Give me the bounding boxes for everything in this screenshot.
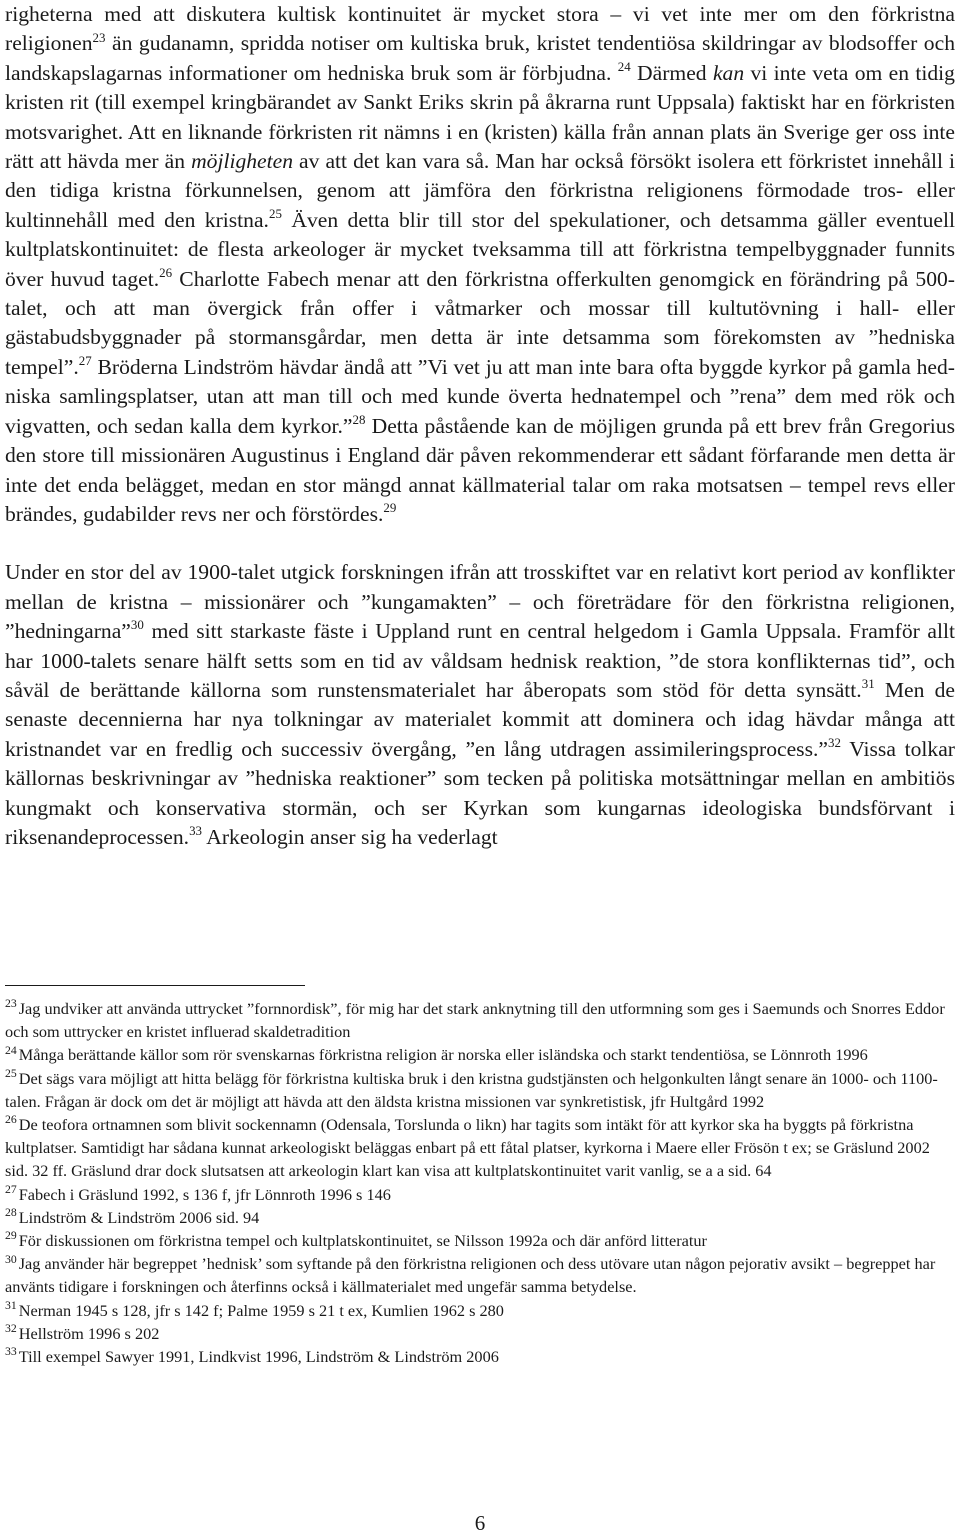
text-run: Bröderna Lindström hävdar ändå att ”Vi vet ju att man inte bara ofta byggde kyrkor på gamla hedniska samlingsplatser, utan att man till och med kunde överta hednatempel och ”rena” dem med rök och vigvatten, och sedan kalla dem kyrkor.” xyxy=(5,354,955,438)
text-run: righeterna med att diskutera kultisk kontinuitet är mycket stora – vi vet inte mer om den förkristna religionen xyxy=(5,2,955,56)
footnote-number: 28 xyxy=(5,1206,17,1220)
text-run: Charlotte Fabech menar att den förkristna offerkulten genomgick en förändring på 500-talet, och att man övergick från offer i våtmarker och mossar till kultutövning i hall- eller gästabudsbyggnader på stormansgårdar, men detta är inte detsamma som förekomsten av ”hedniska tempel”. xyxy=(5,266,955,379)
body-paragraph-2 xyxy=(5,558,955,852)
text-run: Detta påstående kan de möjligen grunda på ett brev från Gregorius den store till missionären Augustinus i England där påven rekommenderar ett sådant förfarande men detta är inte det enda belägget, medan en stor mängd annat källmaterial talar om raka motsatsen – tempel revs eller brändes, gudabilder revs ner och förstördes. xyxy=(5,413,955,526)
body-paragraph-1 xyxy=(5,0,955,529)
footnote-text: Det sägs vara möjligt att hitta belägg för förkristna kultiska bruk i den kristna gudstjänsten och helgonkulten långt senare än 1000- och 1100-talen. Frågan är dock om det är möjligt att hävda att den äldsta kristna missionen var synkretistisk, jfr Hultgård 1992 xyxy=(5,1068,938,1111)
footnote-ref-28: 28 xyxy=(352,411,366,427)
footnote-text: Till exempel Sawyer 1991, Lindkvist 1996, Lindström & Lindström 2006 xyxy=(18,1347,499,1367)
footnote-text: Jag undviker att använda uttrycket ”fornnordisk”, för mig har det stark anknytning till den utformning som ges i Saemunds och Snorres Eddor och som uttrycker en kristet influerad skaldetradition xyxy=(5,999,945,1042)
emphasis: möjligheten xyxy=(191,149,294,174)
footnote-ref-23: 23 xyxy=(92,29,106,45)
footnote-31 xyxy=(5,1299,945,1322)
text-run: Arkeologin anser sig ha vederlagt xyxy=(202,824,498,849)
footnote-27 xyxy=(5,1183,945,1206)
footnote-33 xyxy=(5,1345,945,1368)
footnote-number: 33 xyxy=(5,1345,17,1359)
footnote-29 xyxy=(5,1229,945,1252)
page-number: 6 xyxy=(474,1511,486,1535)
text-run: Men de senaste decennierna har nya tolkningar av materialet kommit att dominera och idag hävdar många att kristnandet var en fredlig och successiv övergång, ”en lång utdragen assimileringsprocess.” xyxy=(5,677,955,761)
footnote-number: 32 xyxy=(5,1322,17,1336)
footnote-number: 30 xyxy=(5,1252,17,1266)
footnote-text: För diskussionen om förkristna tempel och kultplatskontinuitet, se Nilsson 1992a och där anförd litteratur xyxy=(18,1231,707,1251)
footnote-ref-31: 31 xyxy=(861,676,875,692)
footnote-ref-24: 24 xyxy=(617,58,631,74)
footnote-number: 26 xyxy=(5,1113,17,1127)
text-run: av att det kan vara så. Man har också försökt isolera ett förkristet innehåll i den tidiga kristna förkunnelsen, genom att jämföra den förkristna religionens förmodade tros- eller kultinnehåll med den kristna. xyxy=(5,149,955,232)
footnote-number: 23 xyxy=(5,997,17,1011)
footnote-text: Fabech i Gräslund 1992, s 136 f, jfr Lönnroth 1996 s 146 xyxy=(18,1184,391,1204)
footnotes xyxy=(5,997,945,1368)
footnote-text: Lindström & Lindström 2006 sid. 94 xyxy=(18,1207,260,1227)
emphasis: kan xyxy=(712,60,745,85)
text-run: vi inte veta om en tidig kristen rit (till exempel kringbärandet av Sankt Eriks skrin på åkrarna runt Uppsala) faktiskt har en förkristen motsvarighet. Att en liknande förkristen rit nämns i en (kristen) källa från annan plats än Sverige ger oss inte rätt att hävda mer än xyxy=(5,60,955,174)
footnote-number: 24 xyxy=(5,1043,17,1057)
footnote-number: 27 xyxy=(5,1182,17,1196)
footnote-ref-33: 33 xyxy=(189,823,203,839)
footnote-24 xyxy=(5,1043,945,1066)
text-run: med sitt starkaste fäste i Uppland runt en central helgedom i Gamla Uppsala. Framför allt har 1000-talets senare hälft setts som en tid av våldsam hednisk reaktion, ”de stora konflikternas tid”, och såväl de berättande källorna som runstensmaterialet har åberopats som stöd för detta synsätt. xyxy=(5,619,955,702)
footnote-text: Jag använder här begreppet ’hednisk’ som syftande på den förkristna religionen och dess utövare utan någon pejorativ avsikt – begreppet har använts tidigare i forskningen och återfinns också i källmaterialet med ungefär samma betydelse. xyxy=(5,1254,936,1297)
footnote-ref-27: 27 xyxy=(78,353,92,369)
footnote-ref-25: 25 xyxy=(268,206,282,222)
footnote-ref-30: 30 xyxy=(130,617,144,633)
footnote-28 xyxy=(5,1206,945,1229)
footnote-ref-29: 29 xyxy=(383,500,397,516)
footnote-text: Nerman 1945 s 128, jfr s 142 f; Palme 1959 s 21 t ex, Kumlien 1962 s 280 xyxy=(18,1300,504,1320)
text-run: Vissa tolkar källornas beskrivningar av ”hedniska reaktioner” som tecken på politiska motsättningar mellan en ambitiös kungmakt och konservativa stormän, och ser Kyrkan som kungarnas ideologiska bundsförvant i riksenandeprocessen. xyxy=(5,736,955,849)
footnote-text: Hellström 1996 s 202 xyxy=(18,1323,160,1343)
text-run: Därmed xyxy=(630,60,713,85)
footnote-text: Många berättande källor som rör svenskarnas förkristna religion är norska eller isländska och starkt tendentiösa, se Lönnroth 1996 xyxy=(18,1045,868,1065)
footnote-26 xyxy=(5,1113,945,1183)
text-run: Även detta blir till stor del spekulationer, och detsamma gäller eventuell kultplatskontinuitet: de flesta arkeologer är mycket tveksamma till att förkristna tempelbyggnader funnits över huvud taget. xyxy=(5,207,956,291)
footnote-25 xyxy=(5,1067,945,1113)
footnote-32 xyxy=(5,1322,945,1345)
footnote-number: 29 xyxy=(5,1229,17,1243)
footnote-number: 31 xyxy=(5,1298,17,1312)
footnote-ref-26: 26 xyxy=(159,264,173,280)
footnote-23 xyxy=(5,997,945,1043)
footnote-number: 25 xyxy=(5,1066,17,1080)
footnote-text: De teofora ortnamnen som blivit sockennamn (Odensala, Torslunda o likn) har tagits som intäkt för att kyrkor ska ha byggts på förkristna kultplatser. Samtidigt har sådana kunnat arkeologiskt beläggas enbart på ett fåtal platser, kyrkorna i Maere eller Frösön t ex; se Gräslund 2002 sid. 32 ff. Gräslund drar dock slutsatsen att arkeologin klart kan visa att kultplatskontinuitet varit vanlig, se a a sid. 64 xyxy=(5,1115,930,1181)
footnote-30 xyxy=(5,1252,945,1298)
text-run: Under en stor del av 1900-talet utgick forskningen ifrån att trosskiftet var en relativt kort period av konflikter mellan de kristna – missionärer och ”kungamakten” – och företrädare för den förkristna religionen, ”hedningarna” xyxy=(5,560,955,644)
footnote-separator xyxy=(5,985,305,986)
page-body xyxy=(5,0,955,852)
footnote-ref-32: 32 xyxy=(827,734,841,750)
text-run: än gudanamn, spridda notiser om kultiska bruk, kristet tendentiösa skildringar av blodsoffer och landskapslagarnas informationer om hedniska bruk som är förbjudna. xyxy=(5,31,955,85)
